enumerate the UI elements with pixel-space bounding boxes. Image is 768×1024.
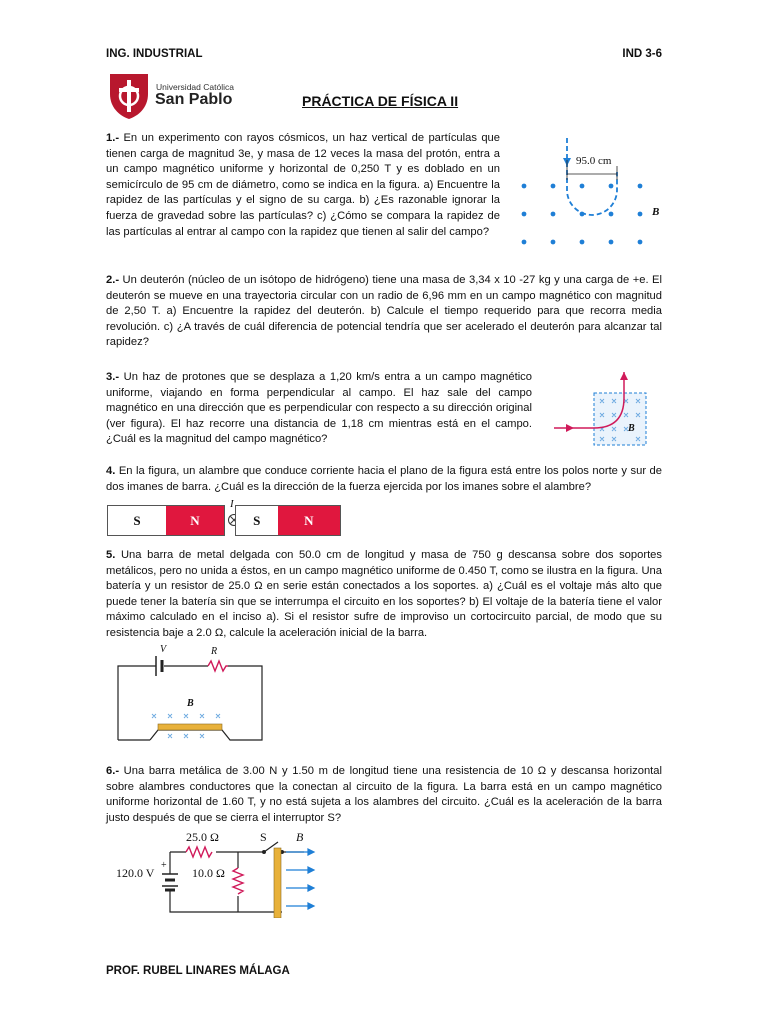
problem-2-text: Un deuterón (núcleo de un isótopo de hidrógeno) tiene una masa de 3,34 x 10 -27 kg y una carga de +e. El deuterón se mueve en una trayectoria circular con un radio de 6,96 mm en un campo magnético con magnitud de 2,50 T. a) Encuentre la rapidez del deuterón. b) Calcule el tiempo requerido para que recorra media revolución. c) ¿A través de cuál diferencia de potencial tendría que ser acelerado el deuterón para alcanzar tal rapidez? [106,274,662,349]
fig6-field-label: B [296,830,304,844]
fig5-field-label: B [187,698,194,709]
logo-shield-icon [106,72,152,120]
problem-4-text: En la figura, un alambre que conduce corriente hacia el plano de la figura está entre los polos norte y sur de dos imanes de barra. ¿Cuál es la dirección de la fuerza ejercida por los imanes sobre el alambre? [106,465,662,493]
problem-5 [106,548,662,642]
figure-5-circuit [112,644,268,746]
problem-3-number: 3.- [106,371,120,383]
problem-4-number: 4. [106,465,116,477]
problem-3 [106,370,532,448]
fig4-current-label: I [230,498,234,510]
problem-1-text: En un experimento con rayos cósmicos, un haz vertical de partículas que tienen carga de magnitud 3e, y masa de 12 veces la masa del protón, entra a un campo magnético uniforme y horizontal de 0,250 T y es doblado en un semicírculo de 95 cm de diámetro, como se indica en la figura. a) Encuentre la rapidez de las partículas y el signo de su carga. b) ¿Es razonable ignorar la fuerza de gravedad sobre las partículas? c) ¿Cómo se compara la rapidez de las partículas al entrar al campo con la rapidez que tienen al salir del campo? [106,132,500,238]
problem-3-text: Un haz de protones que se desplaza a 1,20 km/s entra a un campo magnético uniforme, viajando en forma perpendicular al campo. El haz sale del campo magnético en una dirección que es perpendicular con respecto a su dirección original (ver figura). El haz recorre una distancia de 1,18 cm mientras está en el campo. ¿Cuál es la magnitud del campo magnético? [106,371,532,446]
logo-line2: San Pablo [155,91,233,108]
problem-6-number: 6.- [106,765,120,777]
figure-3-proton-beam [552,368,662,450]
fig6-r2-label: 10.0 Ω [192,866,225,880]
magnet-right-north: N [278,506,340,535]
magnet-right-south: S [236,506,278,535]
fig1-field-label: B [652,206,660,218]
fig1-diameter-label: 95.0 cm [576,155,612,167]
field-dots [522,184,643,245]
problem-4 [106,464,662,495]
problem-6 [106,764,662,826]
fig6-r1-label: 25.0 Ω [186,830,219,844]
logo-line1: Universidad Católica [156,82,234,92]
figure-6-circuit [114,828,324,918]
professor-name: PROF. RUBEL LINARES MÁLAGA [106,965,290,977]
magnet-left-north: N [166,506,224,535]
page-title: PRÁCTICA DE FÍSICA II [302,93,459,109]
fig5-battery-label: V [160,644,167,655]
magnet-left [107,505,225,536]
problem-2-number: 2.- [106,274,120,286]
fig3-field-label: B [628,423,635,434]
fig5-resistor-label: R [211,646,218,657]
magnet-right [235,505,341,536]
magnet-left-south: S [108,506,166,535]
problem-5-text: Una barra de metal delgada con 50.0 cm de longitud y masa de 750 g descansa sobre dos soportes metálicos, pero no unida a éstos, en un campo magnético uniforme de 0.450 T, como se ilustra en la figura. Una batería y un resistor de 25.0 Ω en serie están conectados a los soportes. a) ¿Cuál es el voltaje más alto que puede tener la batería sin que se interrumpa el circuito en los soportes? b) El voltaje de la batería tiene el valor máximo calculado en el inciso a). Si el resistor sufre de improviso un cortocircuito parcial, de modo que su resistencia baje a 2.0 Ω, calcule la aceleración inicial de la barra. [106,549,662,639]
fig6-plus-sign: + [161,860,167,871]
course-label: ING. INDUSTRIAL [106,48,203,60]
figure-1-semicircle [512,130,672,250]
figure-4-magnets [107,500,341,540]
problem-6-text: Una barra metálica de 3.00 N y 1.50 m de longitud tiene una resistencia de 10 Ω y descansa horizontal sobre alambres conductores que la conectan al circuito de la figura. La barra está en un campo magnético uniforme horizontal de 1.60 T, y no está sujeta a los alambres del circuito. ¿Cuál es la aceleración de la barra justo después de que se cierra el interruptor S? [106,765,662,824]
problem-1 [106,131,500,240]
problem-5-number: 5. [106,549,116,561]
fig6-switch-label: S [260,830,267,844]
sheet-code: IND 3-6 [622,48,662,60]
university-logo [106,72,236,122]
problem-1-number: 1.- [106,132,120,144]
problem-2 [106,273,662,351]
fig6-voltage-label: 120.0 V [116,866,155,880]
